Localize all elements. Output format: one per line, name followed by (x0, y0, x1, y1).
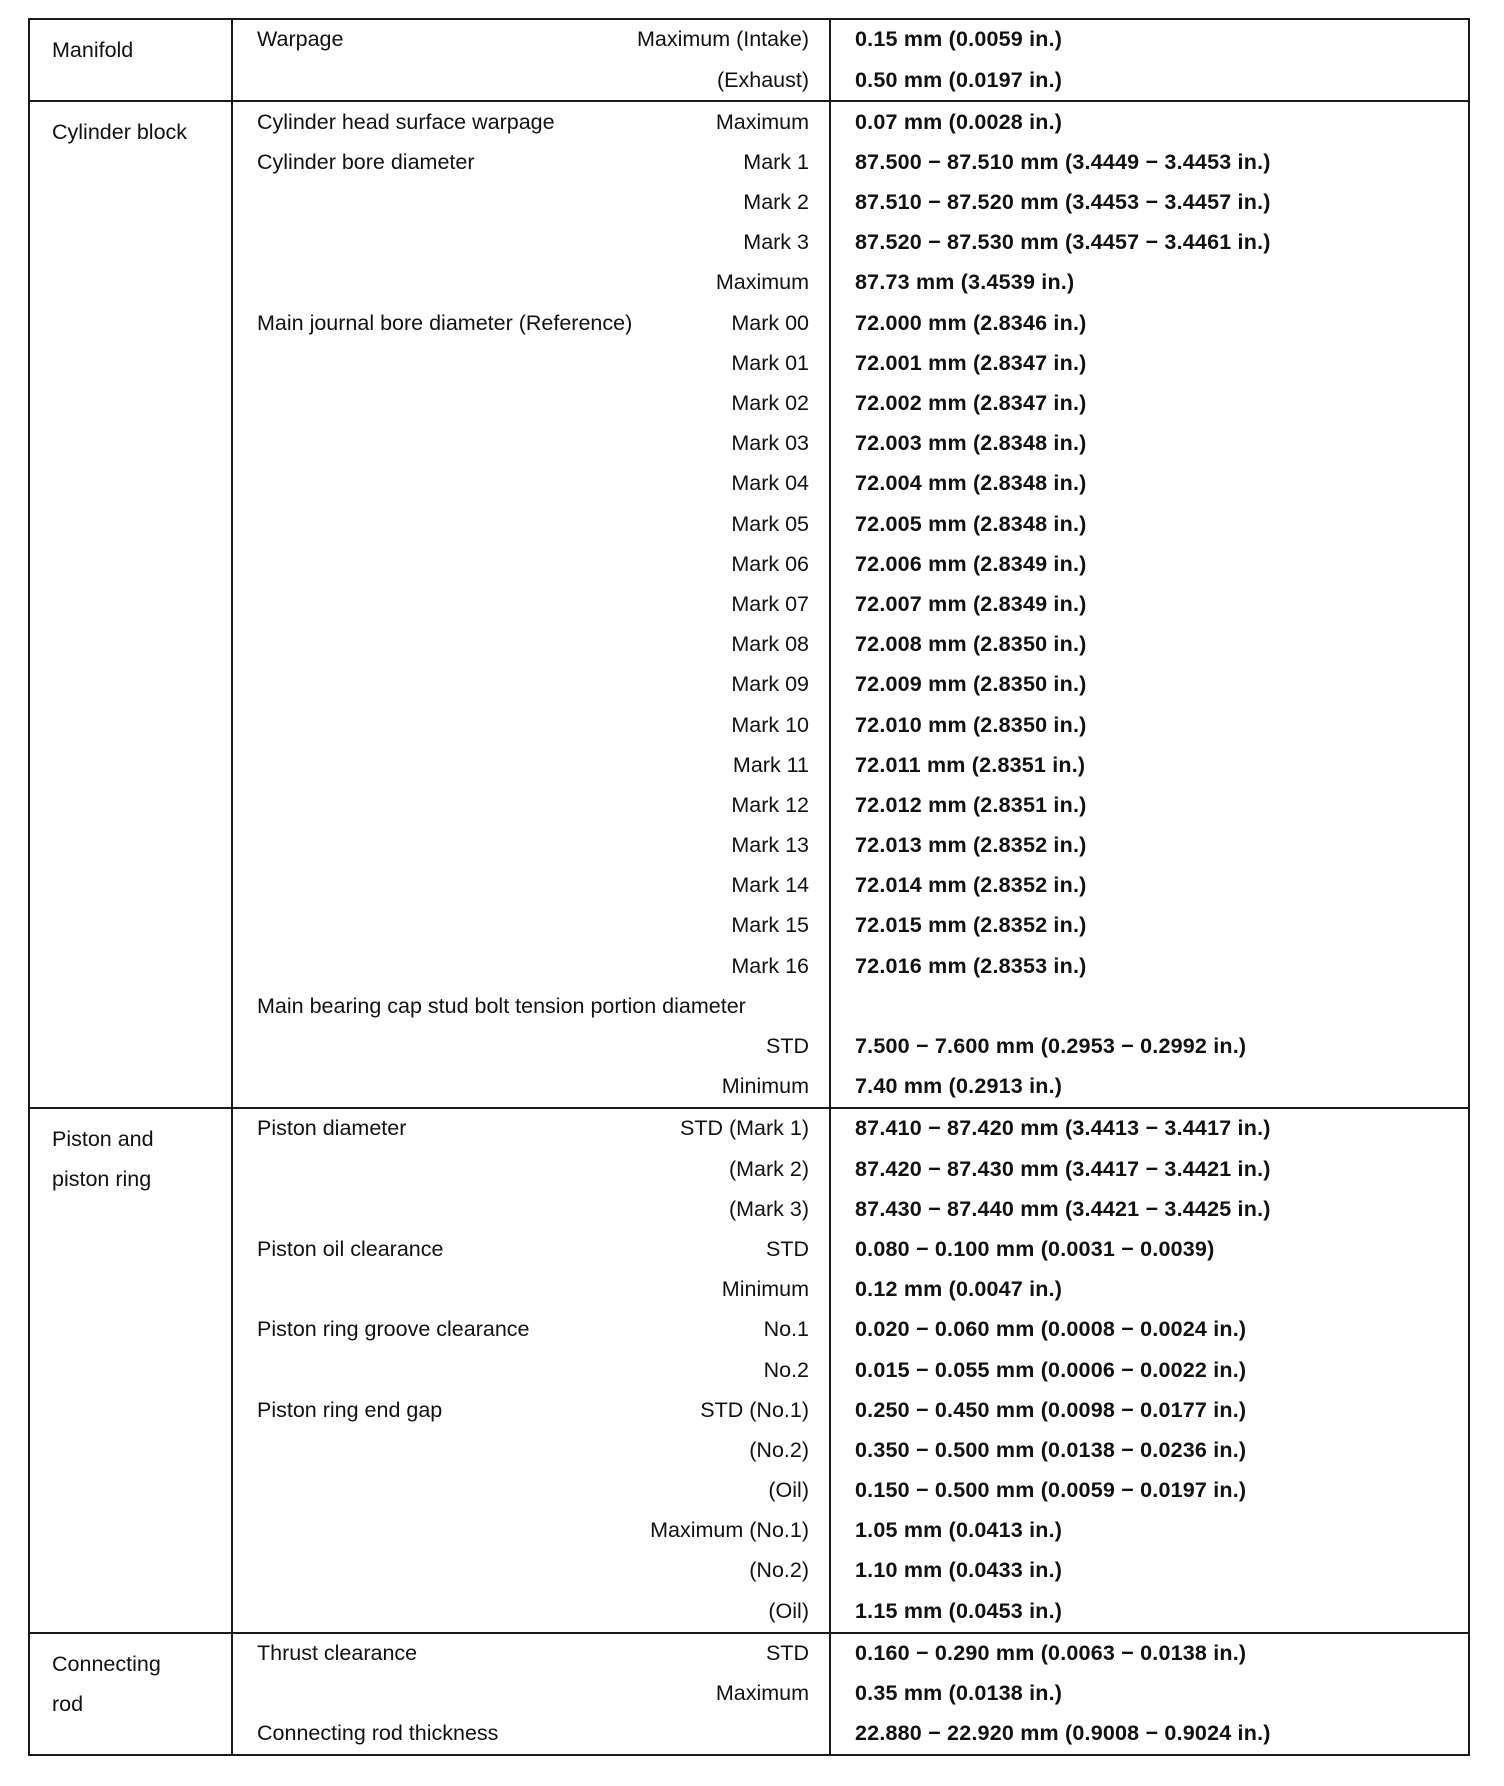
category-cell (29, 1108, 232, 1632)
spec-condition-label: STD (766, 1034, 809, 1059)
spec-condition-label: Mark 15 (731, 913, 809, 938)
spec-value: 72.011 mm (2.8351 in.) (855, 752, 1086, 777)
spec-condition-label: Mark 01 (731, 350, 809, 375)
spec-condition-label: (Exhaust) (716, 67, 809, 92)
spec-value: 72.013 mm (2.8352 in.) (855, 833, 1087, 858)
spec-item-row (233, 1067, 829, 1107)
spec-item-row (233, 384, 829, 424)
spec-condition-label: Maximum (715, 109, 809, 134)
spec-item-row (233, 786, 829, 826)
spec-item-label: Piston ring groove clearance (257, 1317, 530, 1342)
spec-value: 0.15 mm (0.0059 in.) (855, 27, 1063, 52)
spec-value: 87.430 − 87.440 mm (3.4421 − 3.4425 in.) (855, 1196, 1271, 1221)
spec-item-label: Cylinder head surface warpage (257, 109, 555, 134)
spec-item-row (233, 906, 829, 946)
spec-table-body (29, 19, 1469, 1755)
spec-item-row (233, 1674, 829, 1714)
item-cell (232, 101, 830, 1108)
spec-item-row (233, 625, 829, 665)
spec-condition-label: Mark 05 (731, 511, 809, 536)
spec-value: 0.250 − 0.450 mm (0.0098 − 0.0177 in.) (855, 1397, 1247, 1422)
spec-item-row (233, 544, 829, 584)
spec-value: 72.010 mm (2.8350 in.) (855, 712, 1087, 737)
spec-item-row (233, 303, 829, 343)
spec-item-row (233, 1350, 829, 1390)
spec-value: 1.15 mm (0.0453 in.) (855, 1598, 1063, 1623)
category-label: Cylinder block (52, 120, 188, 145)
spec-item-row (233, 1230, 829, 1270)
spec-item-row (233, 464, 829, 504)
spec-value: 0.07 mm (0.0028 in.) (855, 109, 1063, 134)
spec-value: 0.160 − 0.290 mm (0.0063 − 0.0138 in.) (855, 1640, 1247, 1665)
spec-value: 87.420 − 87.430 mm (3.4417 − 3.4421 in.) (855, 1156, 1271, 1181)
category-label: Manifold (52, 38, 134, 62)
spec-value: 7.40 mm (0.2913 in.) (855, 1074, 1063, 1099)
spec-condition-label: (No.2) (749, 1437, 809, 1462)
spec-value: 72.002 mm (2.8347 in.) (855, 391, 1087, 416)
spec-item-label: Piston ring end gap (257, 1397, 443, 1422)
spec-value: 87.500 − 87.510 mm (3.4449 − 3.4453 in.) (855, 149, 1271, 174)
spec-item-label: Warpage (257, 27, 344, 52)
spec-item-row (233, 1591, 829, 1631)
spec-condition-label: Maximum (715, 270, 809, 295)
spec-item-row (233, 826, 829, 866)
value-cell (830, 19, 1469, 101)
spec-condition-label: Mark 10 (731, 712, 809, 737)
spec-condition-label: Mark 06 (731, 551, 809, 576)
section-piston-and-piston-ring (29, 1108, 1469, 1632)
category-cell (29, 19, 232, 101)
spec-value: 0.150 − 0.500 mm (0.0059 − 0.0197 in.) (855, 1478, 1247, 1503)
spec-condition-label: Mark 12 (731, 792, 809, 817)
spec-condition-label: Mark 02 (731, 391, 809, 416)
spec-item-row (233, 504, 829, 544)
spec-item-row (233, 866, 829, 906)
spec-item-row (233, 20, 829, 60)
spec-condition-label: (Oil) (768, 1598, 809, 1623)
item-cell (232, 19, 830, 101)
spec-value: 72.004 mm (2.8348 in.) (855, 471, 1087, 496)
spec-item-row (233, 1149, 829, 1189)
spec-table (28, 18, 1470, 1756)
spec-value: 0.12 mm (0.0047 in.) (855, 1277, 1063, 1302)
spec-condition-label: Mark 11 (732, 752, 809, 777)
spec-item-row (233, 1511, 829, 1551)
spec-item-row (233, 344, 829, 384)
spec-value: 1.10 mm (0.0433 in.) (855, 1558, 1063, 1583)
section-connecting-rod (29, 1633, 1469, 1756)
spec-condition-label: No.1 (763, 1317, 809, 1342)
spec-value: 0.020 − 0.060 mm (0.0008 − 0.0024 in.) (855, 1317, 1247, 1342)
spec-condition-label: Maximum (Intake) (636, 27, 809, 52)
section-manifold (29, 19, 1469, 101)
spec-item-label: Cylinder bore diameter (257, 149, 475, 174)
spec-condition-label: Mark 1 (743, 149, 809, 174)
spec-value: 0.35 mm (0.0138 in.) (855, 1681, 1063, 1706)
spec-item-label: Main journal bore diameter (Reference) (257, 310, 633, 335)
spec-item-row (233, 102, 829, 142)
spec-condition-label: Mark 2 (743, 190, 809, 215)
spec-item-label: Piston oil clearance (257, 1236, 444, 1261)
spec-condition-label: Mark 13 (731, 833, 809, 858)
spec-item-row (233, 1551, 829, 1591)
spec-condition-label: Mark 16 (731, 953, 809, 978)
value-cell (830, 101, 1469, 1108)
spec-condition-label: STD (766, 1236, 809, 1261)
spec-item-row (233, 665, 829, 705)
value-cell (830, 1633, 1469, 1756)
spec-item-row (233, 946, 829, 986)
spec-value: 72.005 mm (2.8348 in.) (855, 511, 1087, 536)
item-cell (232, 1108, 830, 1632)
category-label: Connecting rod (52, 1651, 161, 1716)
spec-condition-label: Mark 09 (731, 672, 809, 697)
spec-item-row (233, 1634, 829, 1674)
spec-item-row (233, 1714, 829, 1754)
spec-item-row (233, 1189, 829, 1229)
spec-condition-label: Minimum (721, 1074, 809, 1099)
spec-condition-label: Mark 3 (743, 230, 809, 255)
spec-condition-label: Mark 07 (731, 591, 809, 616)
spec-item-row (233, 1431, 829, 1471)
spec-value: 72.000 mm (2.8346 in.) (855, 310, 1087, 335)
spec-item-row (233, 987, 829, 1027)
spec-condition-label: Mark 08 (731, 632, 809, 657)
spec-value: 72.008 mm (2.8350 in.) (855, 632, 1087, 657)
spec-item-row (233, 223, 829, 263)
spec-value: 72.003 mm (2.8348 in.) (855, 431, 1087, 456)
spec-item-row (233, 1270, 829, 1310)
spec-condition-label: Maximum (715, 1681, 809, 1706)
spec-item-row (233, 183, 829, 223)
spec-condition-label: (Oil) (768, 1478, 809, 1503)
value-cell (830, 1108, 1469, 1632)
spec-value: 22.880 − 22.920 mm (0.9008 − 0.9024 in.) (855, 1721, 1271, 1746)
spec-value: 87.510 − 87.520 mm (3.4453 − 3.4457 in.) (855, 190, 1271, 215)
spec-value: 87.73 mm (3.4539 in.) (855, 270, 1075, 295)
spec-item-label: Thrust clearance (257, 1640, 418, 1665)
spec-value (831, 987, 1468, 1027)
spec-item-row (233, 1390, 829, 1430)
spec-item-label: Connecting rod thickness (257, 1721, 499, 1746)
spec-condition-label: STD (Mark 1) (680, 1116, 809, 1141)
spec-value: 87.520 − 87.530 mm (3.4457 − 3.4461 in.) (855, 230, 1271, 255)
spec-condition-label: Mark 04 (731, 471, 809, 496)
spec-condition-label: (Mark 3) (728, 1196, 809, 1221)
spec-value: 7.500 − 7.600 mm (0.2953 − 0.2992 in.) (855, 1034, 1247, 1059)
spec-value: 72.006 mm (2.8349 in.) (855, 551, 1087, 576)
spec-item-row (233, 143, 829, 183)
item-cell (232, 1633, 830, 1756)
spec-item-row (233, 424, 829, 464)
spec-condition-label: Mark 00 (731, 310, 809, 335)
spec-value: 72.007 mm (2.8349 in.) (855, 591, 1087, 616)
spec-condition-label: No.2 (763, 1357, 809, 1382)
category-label: Piston and piston ring (52, 1127, 154, 1192)
spec-condition-label: Mark 03 (731, 431, 809, 456)
spec-condition-label: Minimum (721, 1277, 809, 1302)
spec-value: 0.015 − 0.055 mm (0.0006 − 0.0022 in.) (855, 1357, 1247, 1382)
spec-item-row (233, 1310, 829, 1350)
spec-value: 72.016 mm (2.8353 in.) (855, 953, 1087, 978)
category-cell (29, 101, 232, 1108)
category-cell (29, 1633, 232, 1756)
spec-condition-label: Mark 14 (731, 873, 809, 898)
spec-value: 72.009 mm (2.8350 in.) (855, 672, 1087, 697)
spec-item-row (233, 745, 829, 785)
spec-item-label: Piston diameter (257, 1116, 407, 1141)
spec-condition-label: STD (766, 1640, 809, 1665)
spec-value: 1.05 mm (0.0413 in.) (855, 1518, 1063, 1543)
spec-value: 72.014 mm (2.8352 in.) (855, 873, 1087, 898)
spec-item-row (233, 1109, 829, 1149)
spec-condition-label: STD (No.1) (700, 1397, 809, 1422)
spec-value: 0.350 − 0.500 mm (0.0138 − 0.0236 in.) (855, 1437, 1247, 1462)
spec-condition-label: (Mark 2) (728, 1156, 809, 1181)
section-cylinder-block (29, 101, 1469, 1108)
spec-item-row (233, 1027, 829, 1067)
spec-value: 72.015 mm (2.8352 in.) (855, 913, 1087, 938)
spec-value: 87.410 − 87.420 mm (3.4413 − 3.4417 in.) (855, 1116, 1271, 1141)
spec-value: 0.50 mm (0.0197 in.) (855, 67, 1063, 92)
spec-condition-label: (No.2) (749, 1558, 809, 1583)
spec-item-row (233, 705, 829, 745)
spec-value: 0.080 − 0.100 mm (0.0031 − 0.0039) (855, 1236, 1215, 1261)
spec-item-row (233, 263, 829, 303)
spec-value: 72.001 mm (2.8347 in.) (855, 350, 1087, 375)
spec-item-row (233, 1471, 829, 1511)
spec-condition-label: Maximum (No.1) (650, 1518, 809, 1543)
spec-item-row (233, 585, 829, 625)
spec-item-row (233, 60, 829, 100)
spec-value: 72.012 mm (2.8351 in.) (855, 792, 1087, 817)
spec-item-label: Main bearing cap stud bolt tension portion diameter (257, 993, 746, 1018)
